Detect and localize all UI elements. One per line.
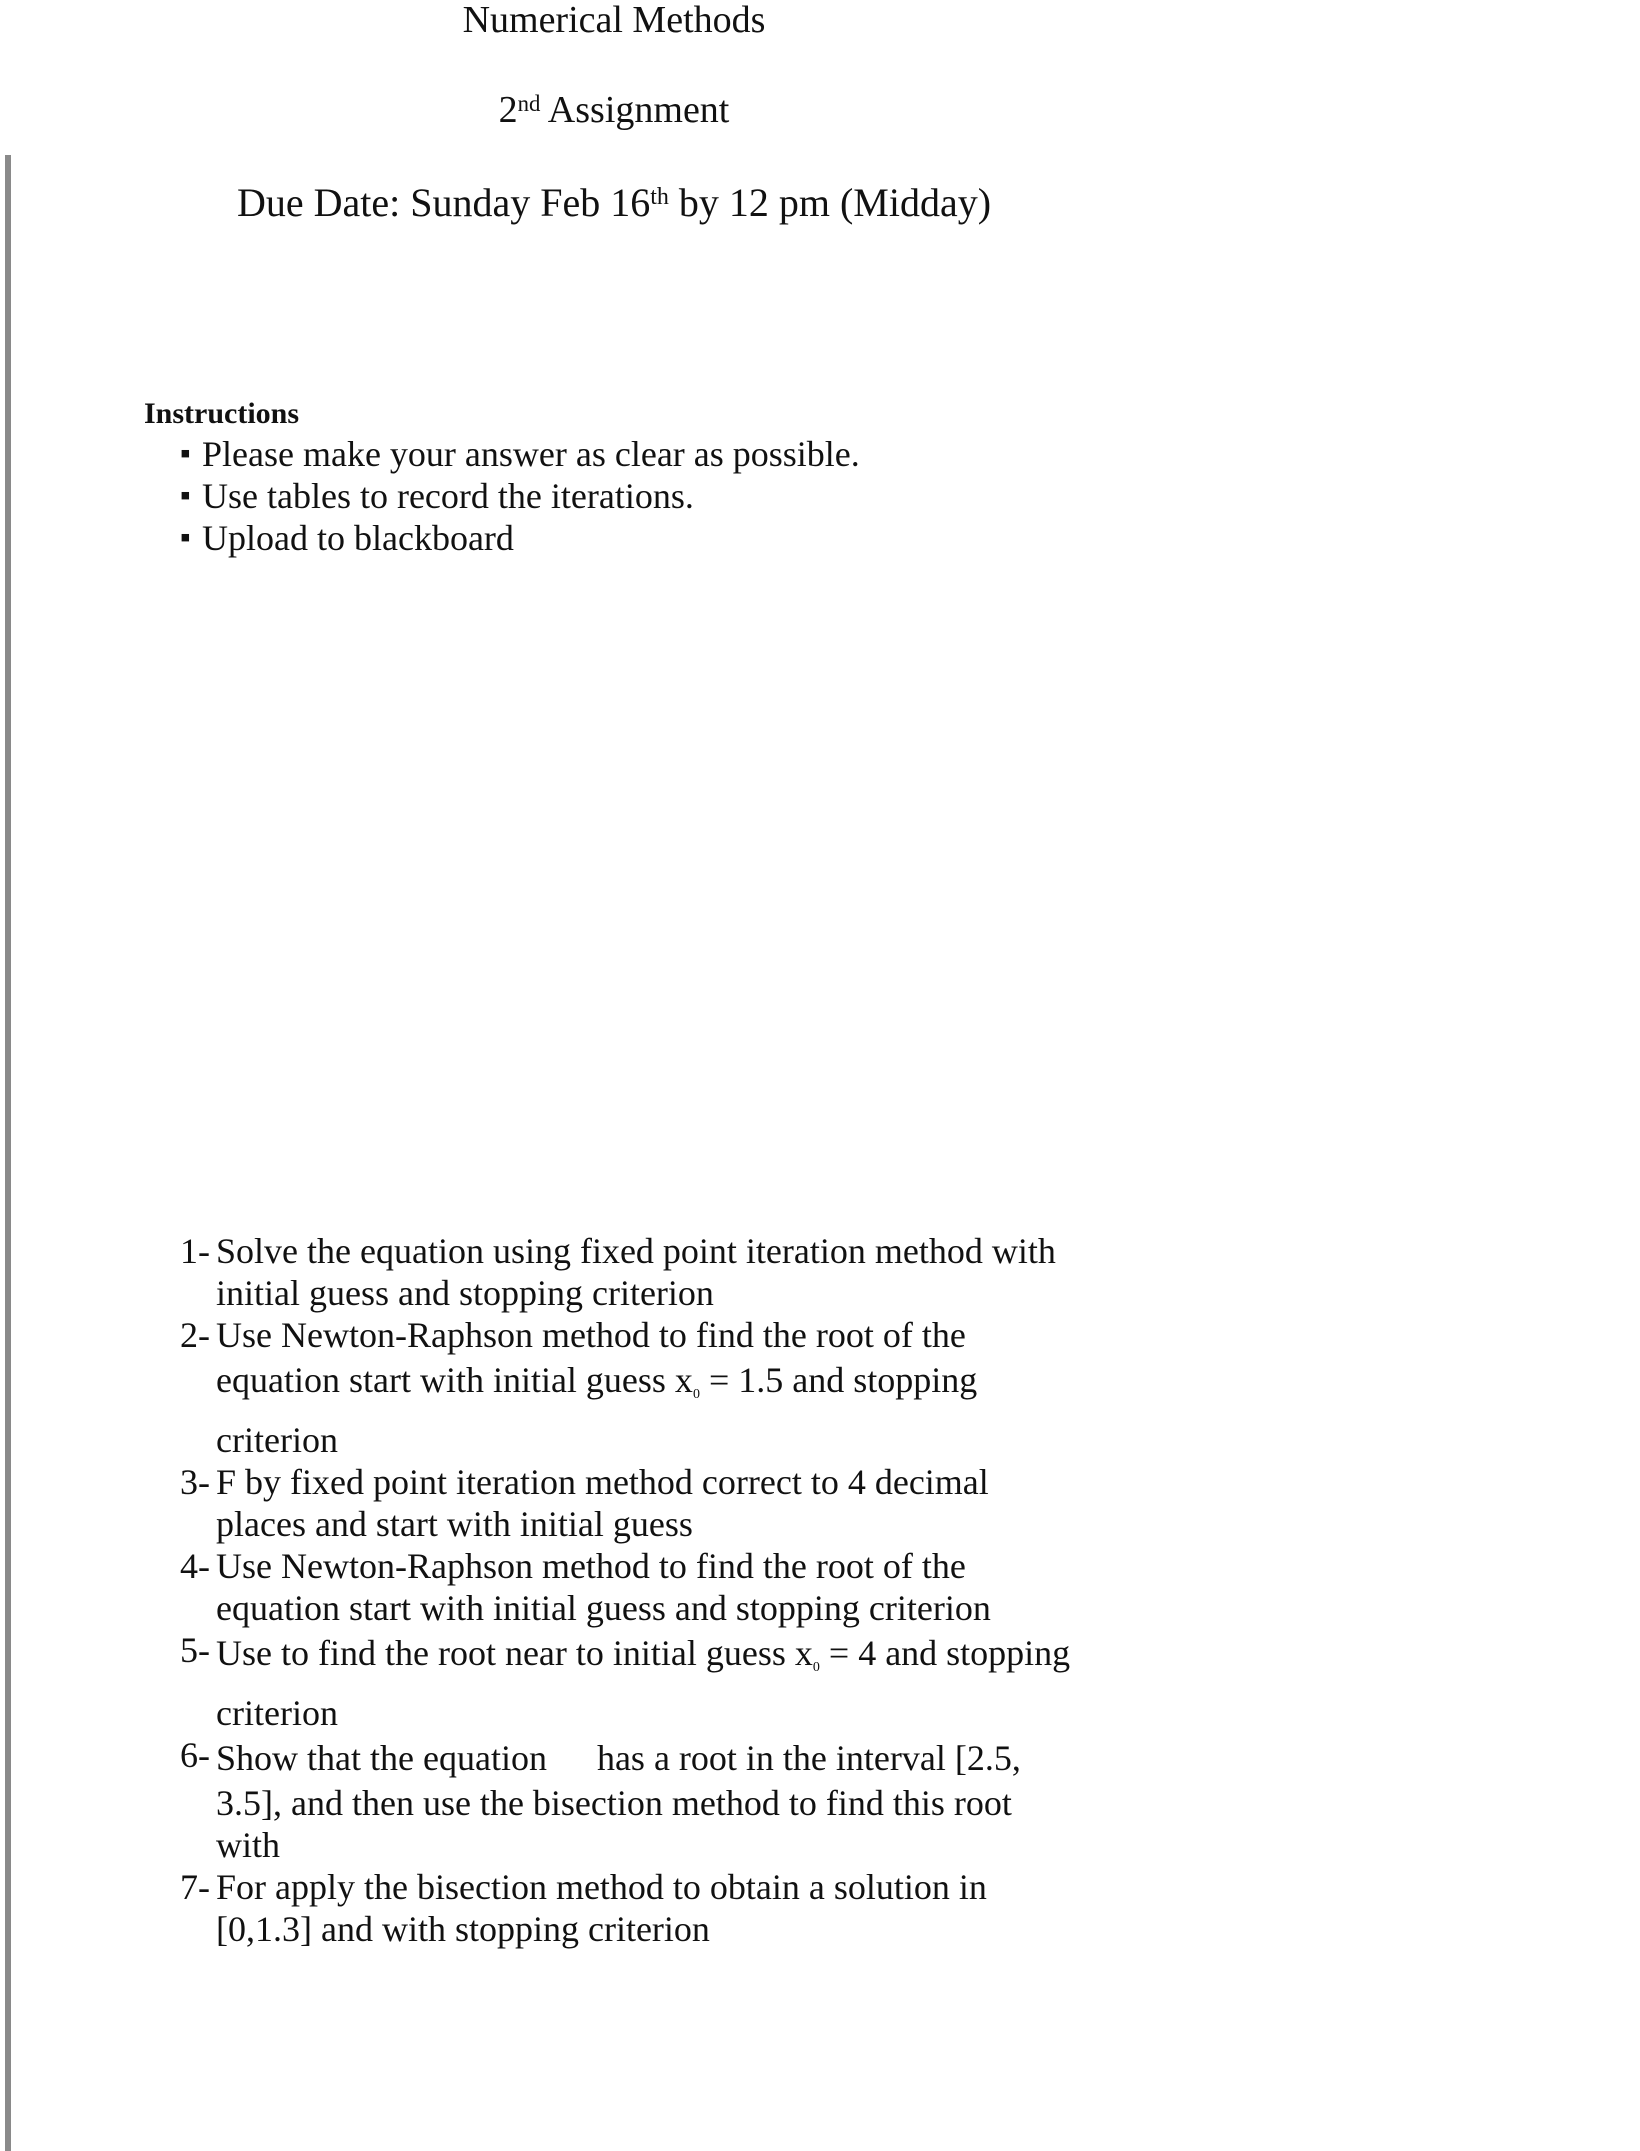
question-line: [216, 1734, 1100, 1782]
question-line: places and start with initial guess: [216, 1504, 693, 1544]
question-number: 2-: [180, 1315, 210, 1355]
instructions-heading: Instructions: [144, 397, 300, 430]
question-line-text: equation start with initial guess x: [216, 1360, 693, 1400]
question-line: initial guess and stopping criterion: [216, 1273, 714, 1313]
instruction-text: Please make your answer as clear as possible.: [202, 434, 860, 474]
question-line: F by fixed point iteration method correct to 4 decimal: [216, 1462, 989, 1502]
question-1: [180, 1230, 1100, 1314]
assignment-number: 2: [498, 89, 518, 131]
question-7: [180, 1866, 1100, 1950]
due-date-prefix: Due Date: Sunday Feb 16: [236, 180, 651, 225]
question-number: 6-: [180, 1735, 210, 1775]
question-number: 1-: [180, 1231, 210, 1271]
due-date-ordinal: th: [650, 184, 669, 210]
assignment-label: Assignment: [540, 89, 730, 131]
question-5: [180, 1629, 1100, 1734]
instruction-text: Upload to blackboard: [202, 518, 514, 558]
due-date: [0, 180, 1228, 226]
square-bullet-icon: ▪: [180, 479, 191, 512]
question-number: 4-: [180, 1546, 210, 1586]
subscript-zero: 0: [692, 1387, 700, 1402]
question-6: [180, 1734, 1100, 1866]
question-line: 3.5], and then use the bisection method to find this root: [216, 1783, 1012, 1823]
instruction-item: [180, 475, 860, 517]
question-list: [180, 1230, 1100, 1950]
instructions-list: [180, 433, 860, 559]
left-margin-rule: [5, 155, 11, 2151]
instruction-item: [180, 433, 860, 475]
instruction-item: [180, 517, 860, 559]
square-bullet-icon: ▪: [180, 521, 191, 554]
question-line: Use Newton-Raphson method to find the root of the: [216, 1546, 966, 1586]
question-number: 7-: [180, 1867, 210, 1907]
question-line-text: Use to find the root near to initial guess x: [216, 1633, 813, 1673]
question-line-text: Show that the equation: [216, 1738, 547, 1778]
question-line: [216, 1629, 1100, 1692]
question-line: criterion: [216, 1420, 338, 1460]
assignment-subtitle: [0, 88, 1228, 132]
instruction-text: Use tables to record the iterations.: [202, 476, 694, 516]
question-4: [180, 1545, 1100, 1629]
due-date-rest: by 12 pm (Midday): [668, 180, 992, 225]
question-line-text: has a root in the interval [2.5,: [596, 1738, 1021, 1778]
question-line-text: = 1.5 and stopping: [708, 1360, 978, 1400]
question-line: Solve the equation using fixed point iteration method with: [216, 1231, 1056, 1271]
question-line-text: = 4 and stopping: [828, 1633, 1071, 1673]
question-2: [180, 1314, 1100, 1461]
question-line: Use Newton-Raphson method to find the root of the: [216, 1315, 966, 1355]
question-line: For apply the bisection method to obtain a solution in: [216, 1867, 987, 1907]
question-line: with: [216, 1825, 281, 1865]
square-bullet-icon: ▪: [180, 437, 191, 470]
question-line: equation start with initial guess and stopping criterion: [216, 1588, 991, 1628]
subscript-zero: 0: [812, 1660, 820, 1675]
question-number: 5-: [180, 1630, 210, 1670]
question-3: [180, 1461, 1100, 1545]
question-line: [216, 1356, 1100, 1419]
ordinal-suffix: nd: [517, 91, 541, 116]
question-line: [0,1.3] and with stopping criterion: [216, 1909, 710, 1949]
question-number: 3-: [180, 1462, 210, 1502]
document-title: Numerical Methods: [462, 0, 766, 41]
question-line: criterion: [216, 1693, 338, 1733]
